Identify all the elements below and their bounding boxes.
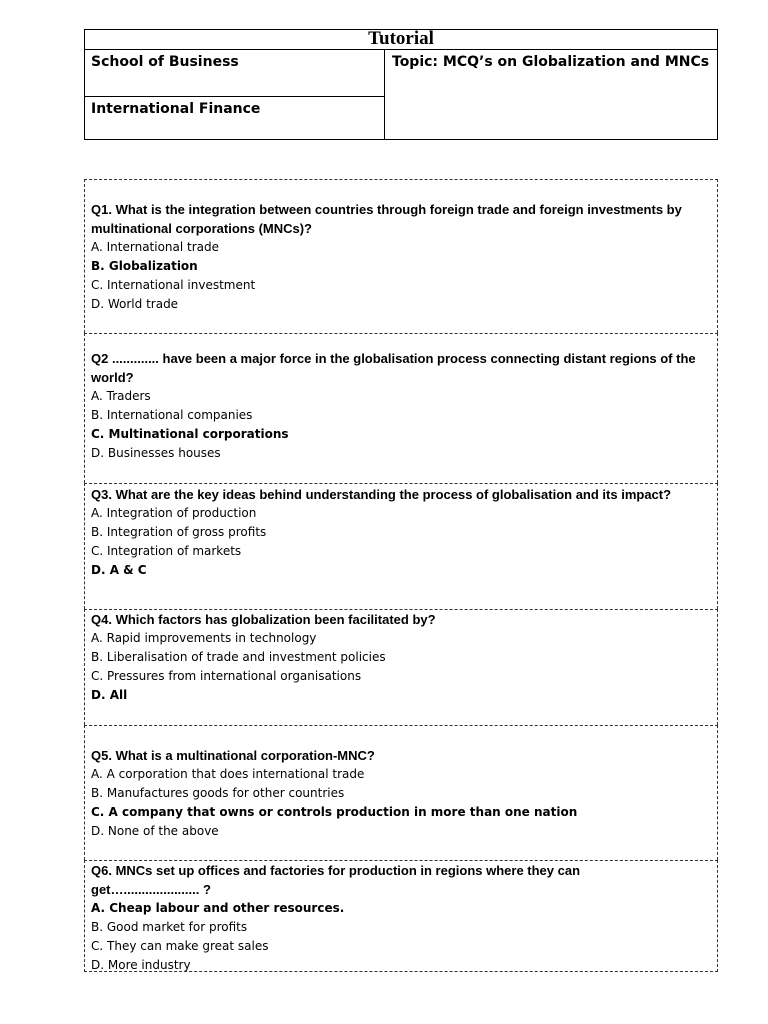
option-d-correct: D. All xyxy=(91,688,128,702)
topic-heading: Topic: MCQ’s on Globalization and MNCs xyxy=(392,54,710,70)
question-block-6 xyxy=(84,860,718,972)
tutorial-title: Tutorial xyxy=(84,29,718,49)
question-text: Q4. Which factors has globalization been facilitated by? xyxy=(91,612,436,627)
option-d: D. None of the above xyxy=(91,824,219,838)
question-block-4 xyxy=(84,609,718,725)
option-a: A. Rapid improvements in technology xyxy=(91,631,317,645)
option-c: C. Integration of markets xyxy=(91,544,242,558)
option-c: C. Pressures from international organisations xyxy=(91,669,362,683)
option-c-correct: C. A company that owns or controls production in more than one nation xyxy=(91,805,578,819)
option-a: A. A corporation that does international trade xyxy=(91,767,365,781)
question-block-1 xyxy=(84,179,718,333)
question-text: Q3. What are the key ideas behind understanding the process of globalisation and its impact? xyxy=(91,487,672,502)
option-a: A. International trade xyxy=(91,240,220,254)
header-table xyxy=(84,49,718,140)
question-block-3 xyxy=(84,483,718,609)
course-name: International Finance xyxy=(85,96,385,140)
option-c-correct: C. Multinational corporations xyxy=(91,427,289,441)
question-text: Q1. What is the integration between countries through foreign trade and foreign investments by multinational corporations (MNCs)? xyxy=(91,202,682,236)
school-name: School of Business xyxy=(85,50,385,97)
option-b: B. Manufactures goods for other countries xyxy=(91,786,345,800)
option-b: B. Liberalisation of trade and investment policies xyxy=(91,650,386,664)
option-a: A. Integration of production xyxy=(91,506,257,520)
option-b-correct: B. Globalization xyxy=(91,259,198,273)
option-b: B. Good market for profits xyxy=(91,920,248,934)
option-a-correct: A. Cheap labour and other resources. xyxy=(91,901,345,915)
question-block-2 xyxy=(84,333,718,483)
option-d: D. Businesses houses xyxy=(91,446,221,460)
option-d: D. World trade xyxy=(91,297,179,311)
option-d: D. More industry xyxy=(91,958,191,972)
question-block-5 xyxy=(84,725,718,860)
question-text-line-2: get…..................... ? xyxy=(91,882,211,897)
question-text: Q2 ............. have been a major force in the globalisation process connecting distant regions of the world? xyxy=(91,351,696,385)
option-c: C. International investment xyxy=(91,278,256,292)
option-b: B. International companies xyxy=(91,408,253,422)
option-a: A. Traders xyxy=(91,389,151,403)
option-c: C. They can make great sales xyxy=(91,939,269,953)
question-text: Q5. What is a multinational corporation-MNC? xyxy=(91,748,375,763)
question-text-line-1: Q6. MNCs set up offices and factories for production in regions where they can xyxy=(91,863,581,878)
option-d-correct: D. A & C xyxy=(91,563,147,577)
option-b: B. Integration of gross profits xyxy=(91,525,267,539)
